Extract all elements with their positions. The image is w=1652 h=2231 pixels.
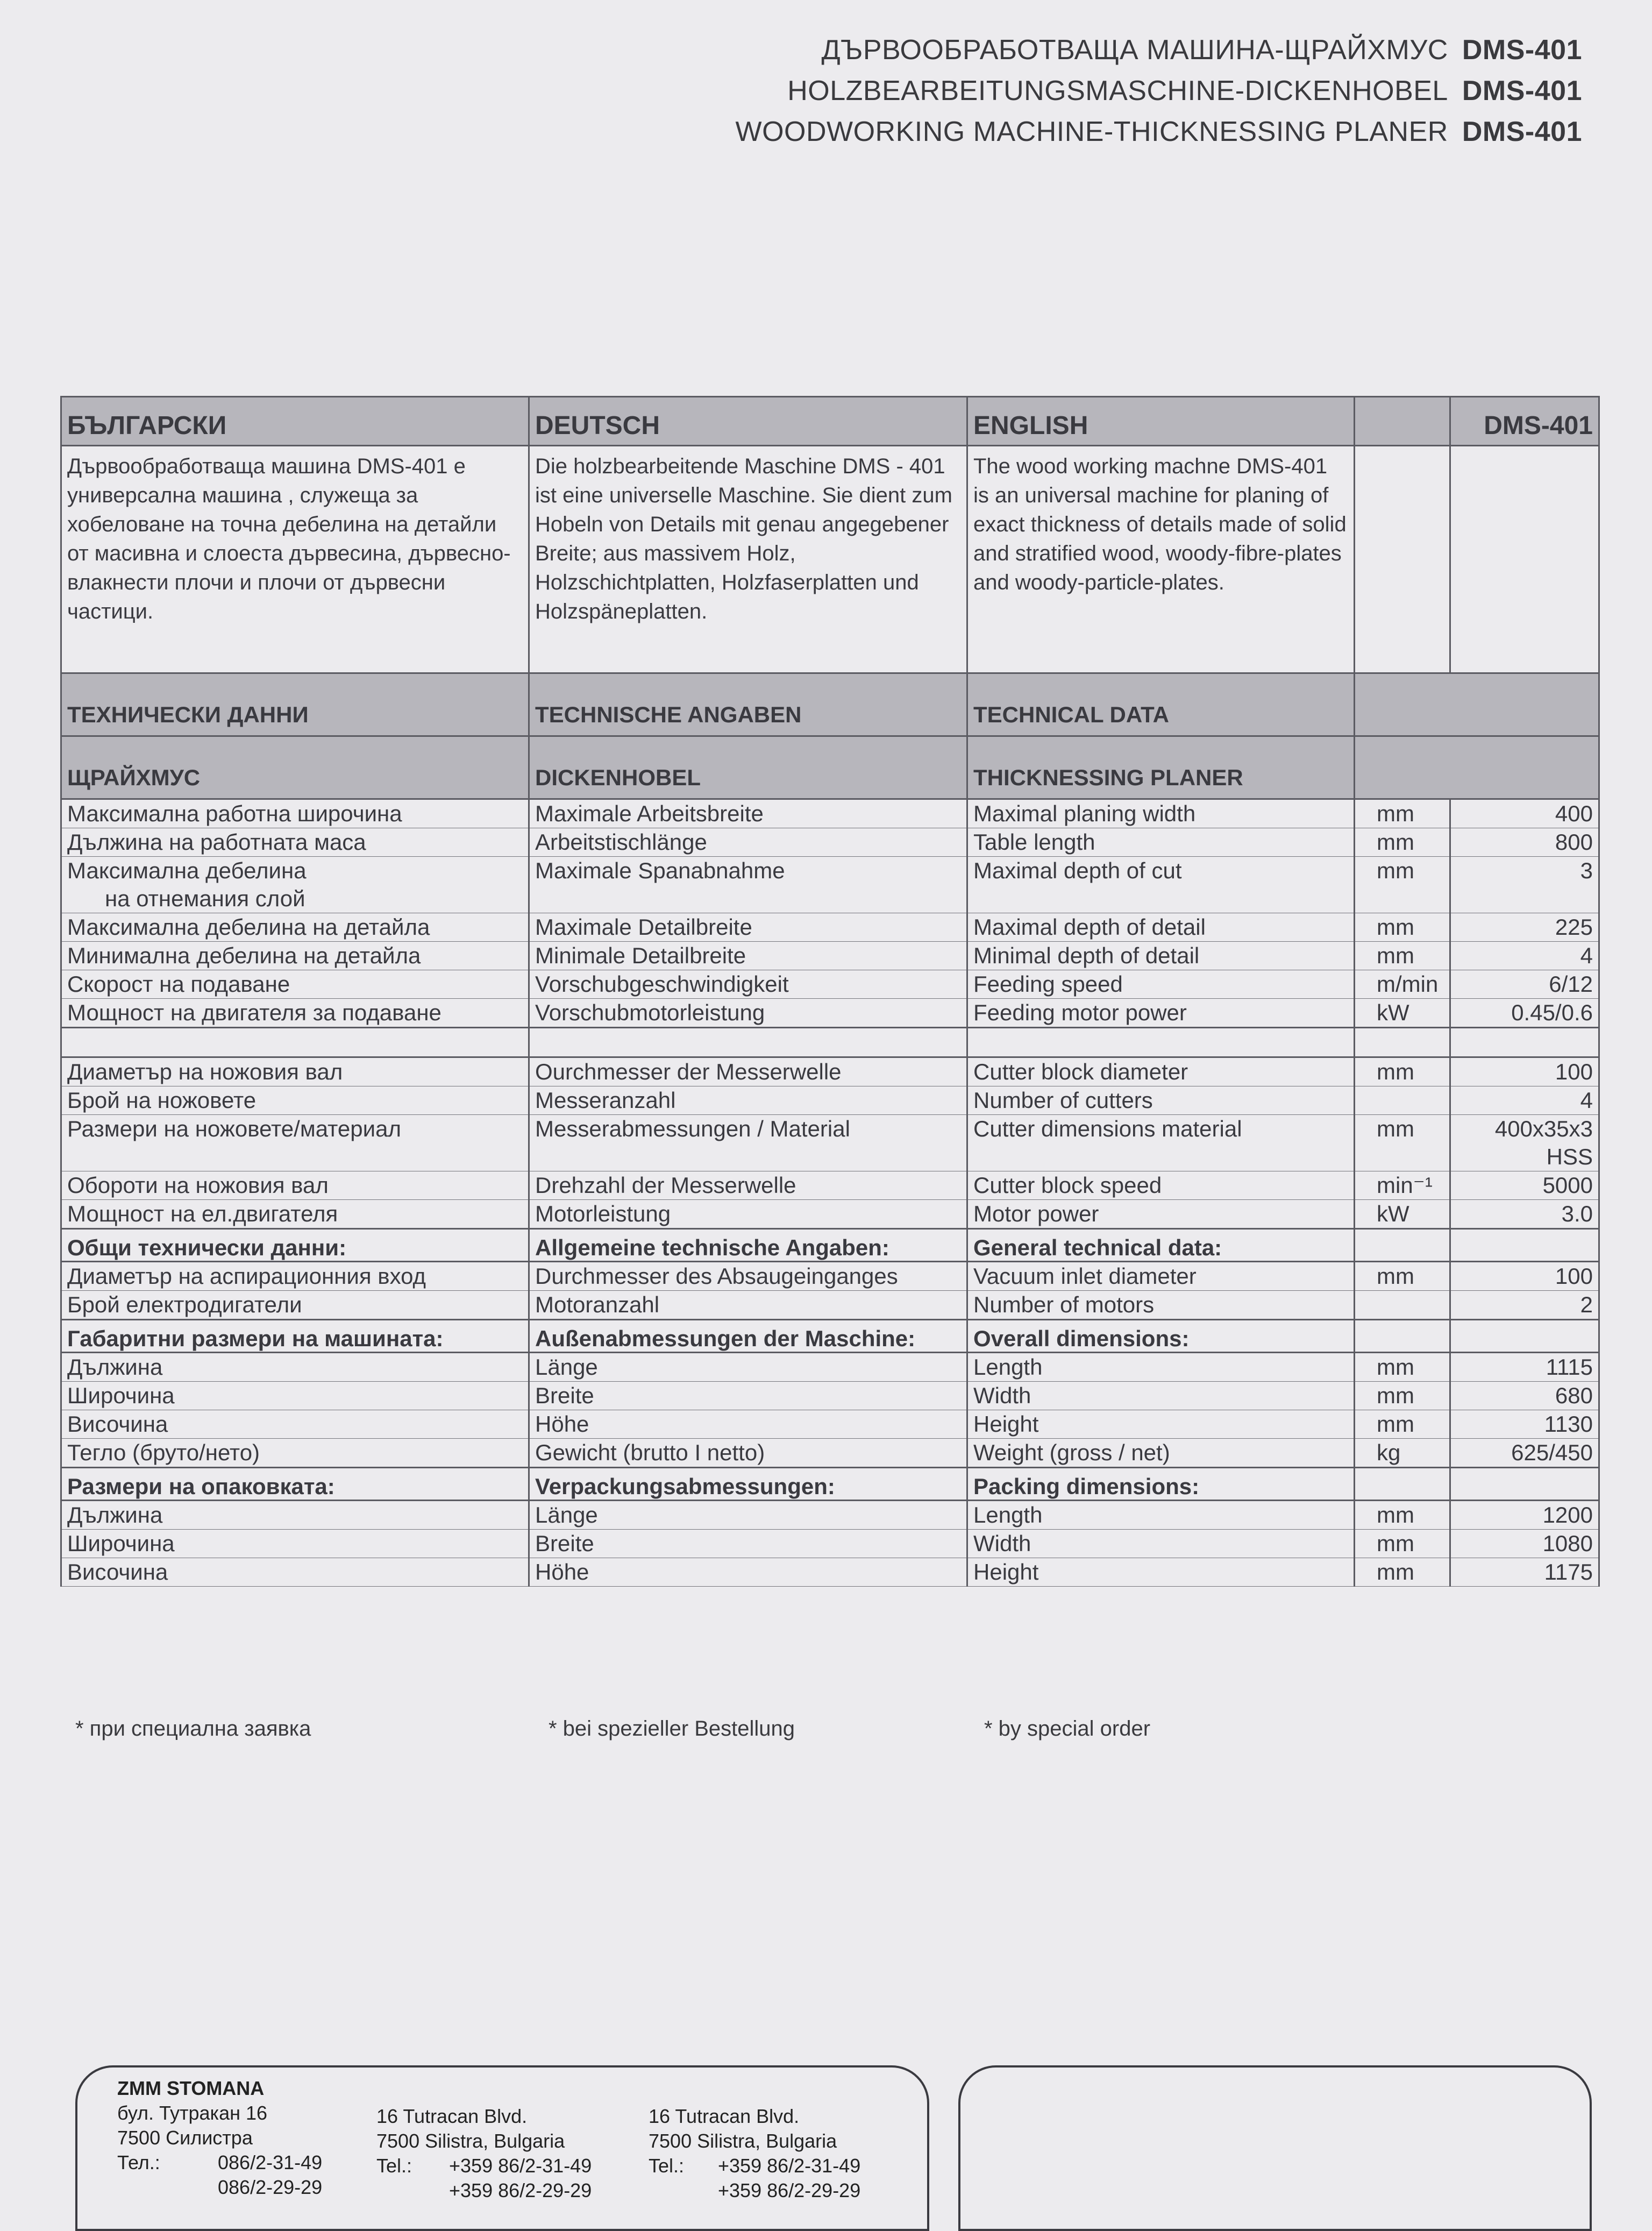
spec-row: [61, 1291, 1599, 1320]
spec-label-de: Maximale Spanabnahme: [529, 857, 967, 913]
spec-label-bg: Мощност на двигателя за подаване: [61, 999, 529, 1028]
spec-label-de: Höhe: [529, 1410, 967, 1439]
spec-label-de: Drehzahl der Messerwelle: [529, 1171, 967, 1200]
header-de: DEUTSCH: [529, 397, 967, 446]
spec-unit: mm: [1355, 1501, 1450, 1530]
group-heading-row: [61, 1229, 1599, 1262]
spec-label-en: Length: [967, 1353, 1355, 1382]
footer-en-address-2: 16 Tutracan Blvd. 7500 Silistra, Bulgaria Tel.:: [649, 2105, 837, 2177]
spec-row: [61, 828, 1599, 857]
spec-label-en: Maximal depth of cut: [967, 857, 1355, 913]
spec-label-de: Maximale Arbeitsbreite: [529, 799, 967, 828]
spec-unit: kW: [1355, 999, 1450, 1028]
description-bg: Дървообработваща машина DMS-401 е универсална машина , служеща за хобеловане на точна дебелина на детайли от масивна и слоеста дървесина, дървесно-влакнести плочи и плочи от дървесни частици.: [61, 446, 529, 673]
spec-row: [61, 1115, 1599, 1171]
spec-unit: mm: [1355, 1410, 1450, 1439]
title-de: HOLZBEARBEITUNGSMASCHINE-DICKENHOBEL DMS-401: [787, 75, 1582, 106]
spec-row: [61, 1262, 1599, 1291]
spec-label-bg: Брой електродигатели: [61, 1291, 529, 1320]
spec-unit: [1355, 1291, 1450, 1320]
spec-value: 225: [1450, 913, 1599, 942]
description-en: The wood working machne DMS-401 is an universal machine for planing of exact thickness of details made of solid and stratified wood, woody-fibre-plates and woody-particle-plates.: [967, 446, 1355, 673]
spec-unit: mm: [1355, 1262, 1450, 1291]
spec-label-de: Ourchmesser der Messerwelle: [529, 1057, 967, 1086]
spec-value: 100: [1450, 1057, 1599, 1086]
spec-row: [61, 799, 1599, 828]
spec-label-en: Vacuum inlet diameter: [967, 1262, 1355, 1291]
spec-label-en: Table length: [967, 828, 1355, 857]
spec-label-de: Messerabmessungen / Material: [529, 1115, 967, 1171]
spec-label-en: Width: [967, 1530, 1355, 1558]
spec-row: [61, 913, 1599, 942]
spec-unit: mm: [1355, 1057, 1450, 1086]
footnote-bg: * при специална заявка: [75, 1717, 311, 1740]
spec-row: [61, 1382, 1599, 1410]
spec-label-en: Height: [967, 1558, 1355, 1587]
spec-label-de: Breite: [529, 1530, 967, 1558]
spec-value: 5000: [1450, 1171, 1599, 1200]
spec-label-en: Cutter block speed: [967, 1171, 1355, 1200]
spec-label-en: Weight (gross / net): [967, 1439, 1355, 1468]
spec-label-bg: Диаметър на аспирационния вход: [61, 1262, 529, 1291]
group-heading-bg: Общи технически данни:: [61, 1229, 529, 1262]
spec-row: [61, 970, 1599, 999]
footer-empty-box: [958, 2065, 1592, 2231]
group-heading-de: Außenabmessungen der Maschine:: [529, 1320, 967, 1353]
spec-label-bg: Широчина: [61, 1530, 529, 1558]
spec-label-de: Arbeitstischlänge: [529, 828, 967, 857]
spec-unit: mm: [1355, 1353, 1450, 1382]
spec-label-de: Durchmesser des Absaugeinganges: [529, 1262, 967, 1291]
spec-label-de: Motorleistung: [529, 1200, 967, 1229]
spec-label-de: Länge: [529, 1353, 967, 1382]
spec-row: [61, 1353, 1599, 1382]
spec-label-en: Feeding speed: [967, 970, 1355, 999]
spec-value: 3: [1450, 857, 1599, 913]
spec-label-bg: Височина: [61, 1410, 529, 1439]
spec-row: [61, 1057, 1599, 1086]
spec-row: [61, 1410, 1599, 1439]
spec-unit: mm: [1355, 857, 1450, 913]
spec-value: 400x35x3 HSS: [1450, 1115, 1599, 1171]
spec-value: 625/450: [1450, 1439, 1599, 1468]
group-heading-en: Overall dimensions:: [967, 1320, 1355, 1353]
language-header-row: [61, 397, 1599, 446]
spec-row: [61, 1439, 1599, 1468]
spec-label-bg: Максимална работна широчина: [61, 799, 529, 828]
section-thicknessing-planer: ЩРАЙХМУС DICKENHOBEL THICKNESSING PLANER: [61, 736, 1599, 799]
spec-value: 800: [1450, 828, 1599, 857]
description-row: [61, 446, 1599, 673]
section-technical-data: ТЕХНИЧЕСКИ ДАННИ TECHNISCHE ANGABEN TECHNICAL DATA: [61, 673, 1599, 736]
title-en: WOODWORKING MACHINE-THICKNESSING PLANER DMS-401: [735, 116, 1582, 147]
footer-en-phones-2: +359 86/2-31-49 +359 86/2-29-29: [718, 2155, 861, 2201]
title-bg: ДЪРВООБРАБОТВАЩА МАШИНА-ЩРАЙХМУС DMS-401: [821, 34, 1582, 66]
spec-label-en: Cutter block diameter: [967, 1057, 1355, 1086]
spec-row: [61, 1530, 1599, 1558]
document-titles: [735, 30, 1582, 152]
spec-value: 2: [1450, 1291, 1599, 1320]
spec-label-en: Feeding motor power: [967, 999, 1355, 1028]
spec-value: 1080: [1450, 1530, 1599, 1558]
spec-unit: mm: [1355, 1530, 1450, 1558]
spec-label-bg: Скорост на подаване: [61, 970, 529, 999]
footer-bg-phones: 086/2-31-49 086/2-29-29: [218, 2151, 323, 2198]
spec-unit: mm: [1355, 828, 1450, 857]
spec-unit: m/min: [1355, 970, 1450, 999]
group-heading-bg: Размери на опаковката:: [61, 1468, 529, 1501]
group-heading-de: Allgemeine technische Angaben:: [529, 1229, 967, 1262]
spec-row: [61, 857, 1599, 913]
spec-value: 4: [1450, 1086, 1599, 1115]
spec-unit: mm: [1355, 1382, 1450, 1410]
spec-value: 6/12: [1450, 970, 1599, 999]
spec-unit: mm: [1355, 913, 1450, 942]
group-heading-en: Packing dimensions:: [967, 1468, 1355, 1501]
spec-unit: mm: [1355, 942, 1450, 970]
spec-unit: mm: [1355, 1558, 1450, 1587]
spec-label-bg: Дължина: [61, 1353, 529, 1382]
group-heading-row: [61, 1468, 1599, 1501]
spec-table: [60, 396, 1600, 1587]
spec-label-bg: Максимална дебелина на детайла: [61, 913, 529, 942]
spec-label-en: Maximal depth of detail: [967, 913, 1355, 942]
spec-unit: mm: [1355, 1115, 1450, 1171]
spec-label-de: Motoranzahl: [529, 1291, 967, 1320]
footnote-en: * by special order: [984, 1717, 1151, 1740]
spec-unit: min⁻¹: [1355, 1171, 1450, 1200]
group-heading-de: Verpackungsabmessungen:: [529, 1468, 967, 1501]
spec-unit: kg: [1355, 1439, 1450, 1468]
spec-label-bg: Дължина на работната маса: [61, 828, 529, 857]
header-bg: БЪЛГАРСКИ: [61, 397, 529, 446]
spec-unit: [1355, 1086, 1450, 1115]
spec-label-de: Breite: [529, 1382, 967, 1410]
spec-label-bg: Тегло (бруто/нето): [61, 1439, 529, 1468]
spec-value: 3.0: [1450, 1200, 1599, 1229]
footer-en-address-1: 16 Tutracan Blvd. 7500 Silistra, Bulgaria Tel.:: [376, 2105, 565, 2177]
spec-row: [61, 1200, 1599, 1229]
spec-label-de: Maximale Detailbreite: [529, 913, 967, 942]
spec-value: 100: [1450, 1262, 1599, 1291]
group-heading-en: General technical data:: [967, 1229, 1355, 1262]
spec-label-en: Maximal planing width: [967, 799, 1355, 828]
spec-label-bg: Брой на ножовете: [61, 1086, 529, 1115]
spec-rows: [61, 799, 1599, 1587]
spec-row: [61, 999, 1599, 1028]
spec-label-de: Gewicht (brutto I netto): [529, 1439, 967, 1468]
footnote-de: * bei spezieller Bestellung: [549, 1717, 795, 1740]
spec-label-bg: Височина: [61, 1558, 529, 1587]
footer-en-phones-1: +359 86/2-31-49 +359 86/2-29-29: [449, 2155, 592, 2201]
spec-label-bg: Широчина: [61, 1382, 529, 1410]
spec-label-en: Cutter dimensions material: [967, 1115, 1355, 1171]
spec-label-bg: Максимална дебелина на отнемания слой: [61, 857, 529, 913]
spec-label-en: Width: [967, 1382, 1355, 1410]
spec-label-bg: Минимална дебелина на детайла: [61, 942, 529, 970]
spec-row: [61, 1558, 1599, 1587]
spec-value: 4: [1450, 942, 1599, 970]
spec-unit: mm: [1355, 799, 1450, 828]
spec-value: 680: [1450, 1382, 1599, 1410]
spec-unit: kW: [1355, 1200, 1450, 1229]
spec-value: 1200: [1450, 1501, 1599, 1530]
spec-label-en: Height: [967, 1410, 1355, 1439]
company-name: ZMM STOMANA: [117, 2077, 265, 2099]
spec-value: 400: [1450, 799, 1599, 828]
spec-label-en: Length: [967, 1501, 1355, 1530]
spec-value: 1115: [1450, 1353, 1599, 1382]
spec-label-bg: Обороти на ножовия вал: [61, 1171, 529, 1200]
description-de: Die holzbearbeitende Maschine DMS - 401 ist eine universelle Maschine. Sie dient zum Hobeln von Details mit genau angegebener Breite; aus massivem Holz, Holzschichtplatten, Holzfaserplatten und Holzspäneplatten.: [529, 446, 967, 673]
spec-value: 1130: [1450, 1410, 1599, 1439]
group-heading-bg: Габаритни размери на машината:: [61, 1320, 529, 1353]
spec-value: 1175: [1450, 1558, 1599, 1587]
spacer-row: [61, 1028, 1599, 1057]
spec-label-de: Höhe: [529, 1558, 967, 1587]
spec-label-en: Minimal depth of detail: [967, 942, 1355, 970]
spec-value: 0.45/0.6: [1450, 999, 1599, 1028]
header-en: ENGLISH: [967, 397, 1355, 446]
spec-label-bg: Дължина: [61, 1501, 529, 1530]
group-heading-row: [61, 1320, 1599, 1353]
spec-label-de: Vorschubmotorleistung: [529, 999, 967, 1028]
footer-bg-address: ZMM STOMANA бул. Тутракан 16 7500 Силистра Тел.:: [117, 2077, 268, 2173]
spec-label-bg: Диаметър на ножовия вал: [61, 1057, 529, 1086]
spec-row: [61, 1086, 1599, 1115]
spec-label-bg: Размери на ножовете/материал: [61, 1115, 529, 1171]
spec-label-de: Minimale Detailbreite: [529, 942, 967, 970]
spec-row: [61, 942, 1599, 970]
header-model: DMS-401: [1450, 397, 1599, 446]
spec-label-de: Vorschubgeschwindigkeit: [529, 970, 967, 999]
spec-label-en: Motor power: [967, 1200, 1355, 1229]
spec-label-de: Länge: [529, 1501, 967, 1530]
spec-row: [61, 1171, 1599, 1200]
spec-label-en: Number of motors: [967, 1291, 1355, 1320]
spec-label-bg: Мощност на ел.двигателя: [61, 1200, 529, 1229]
spec-row: [61, 1501, 1599, 1530]
spec-label-en: Number of cutters: [967, 1086, 1355, 1115]
spec-label-de: Messeranzahl: [529, 1086, 967, 1115]
